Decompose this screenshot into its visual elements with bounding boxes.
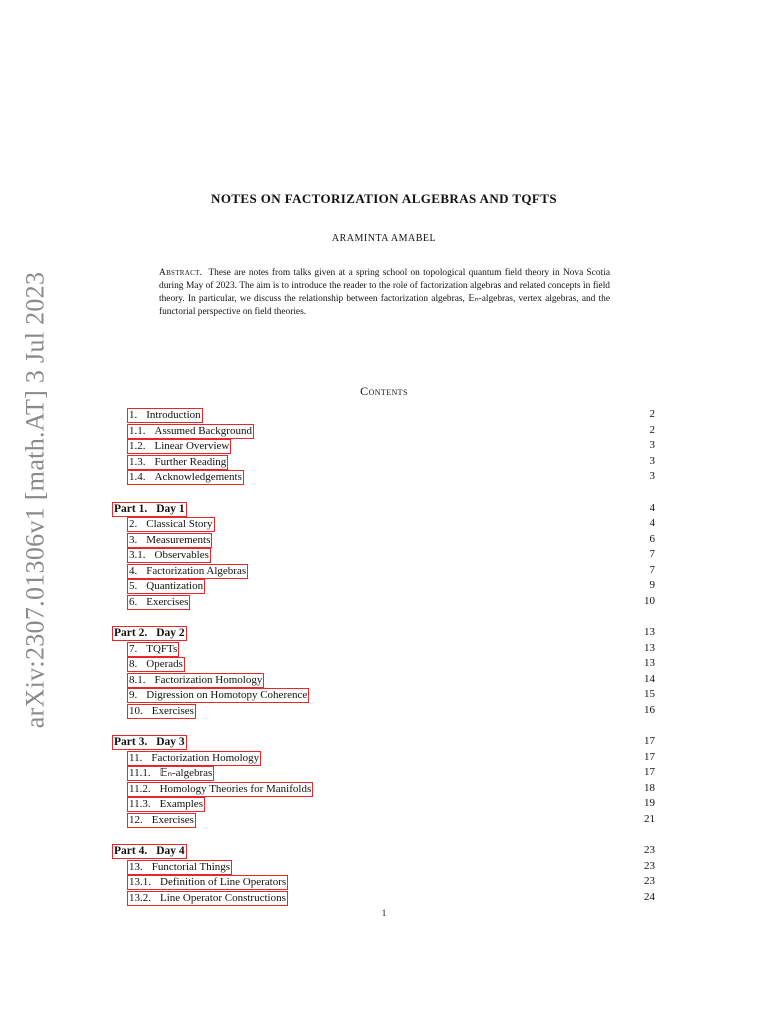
toc-page-number: 17 xyxy=(644,766,655,778)
toc-page-number: 23 xyxy=(644,875,655,887)
toc-link-part-4[interactable]: Part 4. Day 4 xyxy=(114,845,185,857)
toc-page-number: 6 xyxy=(649,532,655,545)
toc-page-number: 19 xyxy=(644,797,655,809)
toc-entry xyxy=(112,812,655,828)
toc-link-exercises-day2[interactable]: 10. Exercises xyxy=(129,704,194,717)
paper-author: ARAMINTA AMABEL xyxy=(331,233,437,244)
toc-page-number: 24 xyxy=(644,890,655,903)
toc-link-quantization[interactable]: 5. Quantization xyxy=(129,580,204,592)
toc-link-functorial-things[interactable]: 13. Functorial Things xyxy=(129,860,231,873)
toc-entry xyxy=(112,796,655,812)
toc-page-number: 10 xyxy=(644,594,655,607)
toc-link-further-reading[interactable]: 1.3. Further Reading xyxy=(129,455,227,468)
toc-entry xyxy=(112,532,655,548)
toc-link-part-2[interactable]: Part 2. Day 2 xyxy=(114,627,185,639)
toc-link-en-algebras[interactable]: 11.1. 𝔼ₙ-algebras xyxy=(129,767,213,779)
toc-link-assumed-background[interactable]: 1.1. Assumed Background xyxy=(129,424,252,437)
abstract-label: Abstract. xyxy=(159,268,203,278)
toc-link-part-1[interactable]: Part 1. Day 1 xyxy=(114,502,185,515)
toc-entry xyxy=(112,454,655,470)
toc-page-number: 13 xyxy=(644,657,655,669)
abstract xyxy=(159,267,610,319)
toc-page-number: 3 xyxy=(649,439,655,451)
toc-entry xyxy=(112,687,655,703)
toc-entry xyxy=(112,703,655,719)
toc-link-factorization-homology-8-1[interactable]: 8.1. Factorization Homology xyxy=(129,673,263,686)
toc-entry xyxy=(112,469,655,485)
toc-page-number: 4 xyxy=(649,517,655,529)
toc-page-number: 18 xyxy=(644,781,655,794)
arxiv-identifier: arXiv:2307.01306v1 [math.AT] 3 Jul 2023 xyxy=(20,271,50,729)
toc-link-tqfts[interactable]: 7. TQFTs xyxy=(129,642,178,655)
toc-page-number: 3 xyxy=(649,470,655,482)
toc-link-introduction[interactable]: 1. Introduction xyxy=(129,409,201,421)
toc-link-line-operator-constructions[interactable]: 13.2. Line Operator Constructions xyxy=(129,891,286,904)
contents-heading: Contents xyxy=(360,384,408,398)
toc-page-number: 23 xyxy=(644,859,655,872)
toc-link-classical-story[interactable]: 2. Classical Story xyxy=(129,518,213,530)
arxiv-sidebar-stamp xyxy=(10,270,60,730)
toc-link-homology-theories[interactable]: 11.2. Homology Theories for Manifolds xyxy=(129,782,312,795)
table-of-contents xyxy=(112,407,655,905)
toc-part xyxy=(112,734,655,750)
toc-entry xyxy=(112,750,655,766)
toc-page-number: 16 xyxy=(644,703,655,716)
toc-entry xyxy=(112,890,655,906)
toc-link-examples[interactable]: 11.3. Examples xyxy=(129,798,203,810)
toc-page-number: 7 xyxy=(649,548,655,560)
toc-entry xyxy=(112,547,655,563)
toc-page-number: 17 xyxy=(644,750,655,763)
toc-entry xyxy=(112,407,655,423)
toc-page-number: 4 xyxy=(649,501,655,514)
toc-entry xyxy=(112,438,655,454)
toc-link-measurements[interactable]: 3. Measurements xyxy=(129,533,211,546)
toc-page-number: 3 xyxy=(649,454,655,467)
toc-entry xyxy=(112,656,655,672)
toc-entry xyxy=(112,641,655,657)
toc-entry xyxy=(112,578,655,594)
toc-entry xyxy=(112,563,655,579)
toc-entry xyxy=(112,781,655,797)
toc-link-factorization-homology-11[interactable]: 11. Factorization Homology xyxy=(129,751,260,764)
toc-link-exercises-day1[interactable]: 6. Exercises xyxy=(129,595,189,608)
toc-entry xyxy=(112,672,655,688)
toc-entry xyxy=(112,594,655,610)
toc-link-factorization-algebras[interactable]: 4. Factorization Algebras xyxy=(129,564,247,577)
toc-link-observables[interactable]: 3.1. Observables xyxy=(129,549,209,561)
toc-link-acknowledgements[interactable]: 1.4. Acknowledgements xyxy=(129,471,242,483)
toc-page-number: 13 xyxy=(644,626,655,638)
toc-page-number: 7 xyxy=(649,563,655,576)
toc-link-homotopy-coherence[interactable]: 9. Digression on Homotopy Coherence xyxy=(129,689,308,701)
toc-entry xyxy=(112,516,655,532)
toc-page-number: 23 xyxy=(644,844,655,856)
paper-title: NOTES ON FACTORIZATION ALGEBRAS AND TQFTS xyxy=(211,191,557,206)
toc-page-number: 2 xyxy=(649,423,655,436)
toc-page-number: 2 xyxy=(649,408,655,420)
toc-page-number: 9 xyxy=(649,579,655,591)
toc-link-line-operators-definition[interactable]: 13.1. Definition of Line Operators xyxy=(129,876,287,888)
toc-part xyxy=(112,501,655,517)
toc-part xyxy=(112,625,655,641)
toc-part xyxy=(112,843,655,859)
toc-entry xyxy=(112,874,655,890)
toc-page-number: 17 xyxy=(644,735,655,747)
toc-link-part-3[interactable]: Part 3. Day 3 xyxy=(114,736,185,748)
abstract-text: These are notes from talks given at a spring school on topological quantum field theory in Nova Scotia during May of 2023. The aim is to introduce the reader to the role of factorization algebras and related concepts in field theory. In particular, we discuss the relationship between factorization algebras, 𝔼ₙ-algebras, vertex algebras, and the functorial perspective on field theories. xyxy=(159,268,610,317)
toc-link-operads[interactable]: 8. Operads xyxy=(129,658,183,670)
page-number: 1 xyxy=(381,908,387,918)
toc-entry xyxy=(112,423,655,439)
toc-link-exercises-day3[interactable]: 12. Exercises xyxy=(129,813,194,826)
toc-entry xyxy=(112,765,655,781)
toc-page-number: 15 xyxy=(644,688,655,700)
toc-page-number: 13 xyxy=(644,641,655,654)
toc-page-number: 14 xyxy=(644,672,655,685)
toc-entry xyxy=(112,859,655,875)
toc-page-number: 21 xyxy=(644,812,655,825)
toc-link-linear-overview[interactable]: 1.2. Linear Overview xyxy=(129,440,230,452)
